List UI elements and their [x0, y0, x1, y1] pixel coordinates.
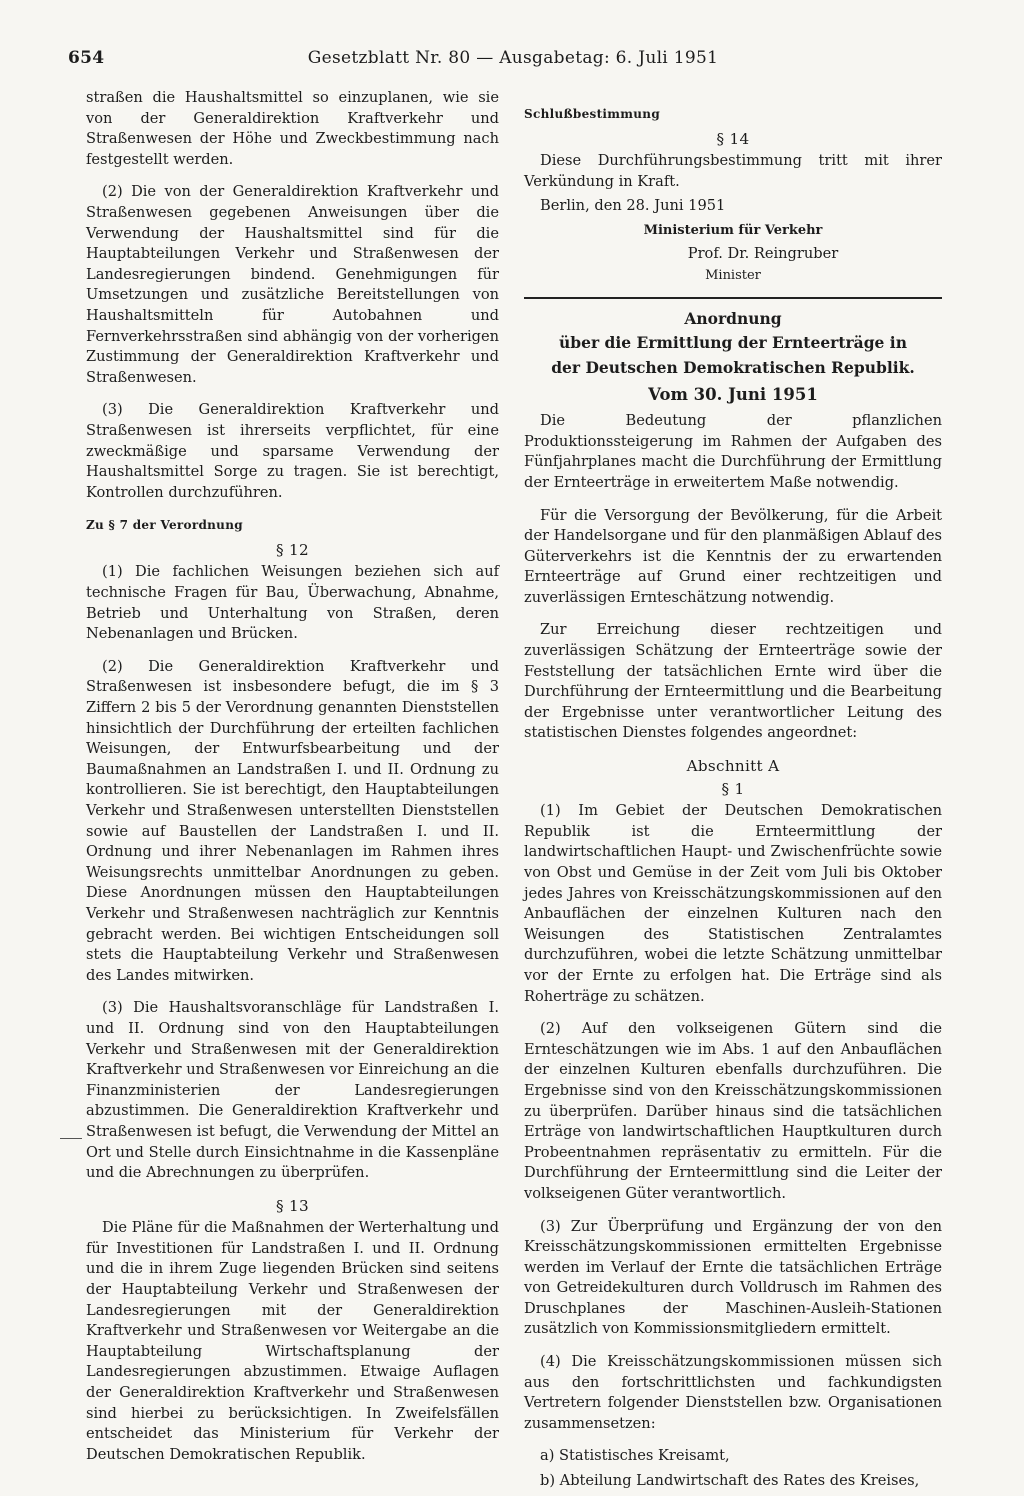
intro-paragraph-1: Die Bedeutung der pflanzlichen Produktionssteigerung im Rahmen der Aufgaben des Fünfjahrplanes macht die Durchführung der Ermittlung der Ernteerträge in erweitertem Maße notwendig.	[524, 412, 942, 491]
section-12-paragraph-1: (1) Die fachlichen Weisungen beziehen sich auf technische Fragen für Bau, Überwachung, Abnahme, Betrieb und Unterhaltung von Straßen, deren Nebenanlagen und Brücken.	[86, 563, 499, 643]
section-14-title: § 14	[716, 129, 750, 148]
margin-mark	[60, 1138, 82, 1139]
right-column	[524, 104, 942, 1496]
ordinance-date: Vom 30. Juni 1951	[648, 384, 818, 404]
intro-paragraph-3: Zur Erreichung dieser rechtzeitigen und zuverlässigen Schätzung der Ernteerträge sowie der Feststellung der tatsächlichen Ernte wird über die Durchführung der Ernteermittlung und die Bearbeitung der Ergebnisse unter verantwortlicher Leitung des statistischen Dienstes folgendes angeordnet:	[524, 621, 942, 742]
ministry-name: Ministerium für Verkehr	[643, 222, 823, 238]
signer-role: Minister	[705, 268, 761, 284]
section-subheading: Zu § 7 der Verordnung	[86, 518, 243, 533]
part-a-heading: Abschnitt A	[686, 757, 780, 776]
ordinance-title-line-1: Anordnung	[684, 308, 782, 328]
page-header	[68, 48, 958, 74]
section-1-paragraph-3: (3) Zur Überprüfung und Ergänzung der von den Kreisschätzungskommissionen ermittelten Ergebnisse werden im Verlauf der Ernte die tatsächlichen Erträge von Getreidekulturen durch Volldrusch im Rahmen des Druschplanes der Maschinen-Ausleih-Stationen zusätzlich von Kommissionsmitgliedern ermittelt.	[524, 1217, 942, 1338]
section-12-paragraph-3: (3) Die Haushaltsvoranschläge für Landstraßen I. und II. Ordnung sind von den Hauptabteilungen Verkehr und Straßenwesen mit der Generaldirektion Kraftverkehr und Straßenwesen vor Einreichung an die Finanzministerien der Landesregierungen abzustimmen. Die Generaldirektion Kraftverkehr und Straßenwesen ist befugt, die Verwendung der Mittel an Ort und Stelle durch Einsichtnahme in die Kassenpläne und die Abrechnungen zu überprüfen.	[86, 999, 499, 1182]
list-item-b: b) Abteilung Landwirtschaft des Rates des Kreises,	[540, 1472, 920, 1490]
section-1-title: § 1	[721, 779, 745, 798]
final-provision-heading: Schlußbestimmung	[524, 107, 661, 121]
section-13-title: § 13	[276, 1196, 309, 1215]
page-number: 654	[68, 48, 105, 68]
section-1-paragraph-4: (4) Die Kreisschätzungskommissionen müssen sich aus den fortschrittlichsten und fachkundigsten Vertretern folgender Dienststellen bzw. Organisationen zusammensetzen:	[524, 1353, 942, 1432]
section-divider	[524, 297, 942, 299]
section-12-paragraph-2: (2) Die Generaldirektion Kraftverkehr und Straßenwesen ist insbesondere befugt, die im § 3 Ziffern 2 bis 5 der Verordnung genannten Dienststellen hinsichtlich der Durchführung der erteilten fachlichen Weisungen, der Entwurfsbearbeitung und der Baumaßnahmen an Landstraßen I. und II. Ordnung zu kontrollieren. Sie ist berechtigt, den Hauptabteilungen Verkehr und Straßenwesen unterstellten Dienststellen sowie auf Baustellen der Landstraßen I. und II. Ordnung und ihrer Nebenanlagen im Rahmen ihres Weisungsrechts unmittelbar Anordnungen zu geben. Diese Anordnungen müssen den Hauptabteilungen Verkehr und Straßenwesen nachträglich zur Kenntnis gebracht werden. Bei wichtigen Entscheidungen soll stets die Hauptabteilung Verkehr und Straßenwesen des Landes mitwirken.	[86, 657, 499, 984]
signer-name: Prof. Dr. Reingruber	[687, 244, 839, 262]
section-13-paragraph: Die Pläne für die Maßnahmen der Werterhaltung und für Investitionen für Landstraßen I. und II. Ordnung und die in ihrem Zuge liegenden Brücken sind seitens der Hauptabteilung Verkehr und Straßenwesen der Landesregierungen mit der Generaldirektion Kraftverkehr und Straßenwesen vor Weitergabe an die Hauptabteilung Wirtschaftsplanung der Landesregierungen abzustimmen. Etwaige Auflagen der Generaldirektion Kraftverkehr und Straßenwesen sind hierbei zu berücksichtigen. In Zweifelsfällen entscheidet das Ministerium für Verkehr der Deutschen Demokratischen Republik.	[86, 1219, 499, 1463]
section-1-paragraph-2: (2) Auf den volkseigenen Gütern sind die Ernteschätzungen wie im Abs. 1 auf den Anbauflächen der einzelnen Kulturen ebenfalls durchzuführen. Die Ergebnisse sind von den Kreisschätzungskommissionen zu überprüfen. Darüber hinaus sind die tatsächlichen Erträge von landwirtschaftlichen Hauptkulturen durch Probeentnahmen repräsentativ zu ermitteln. Für die Durchführung der Ernteermittlung sind die Leiter der volkseigenen Güter verantwortlich.	[524, 1020, 942, 1202]
paragraph-3: (3) Die Generaldirektion Kraftverkehr und Straßenwesen ist ihrerseits verpflichtet, für eine zweckmäßige und sparsame Verwendung der Haushaltsmittel Sorge zu tragen. Sie ist berechtigt, Kontrollen durchzuführen.	[86, 401, 499, 501]
date-line: Berlin, den 28. Juni 1951	[540, 197, 726, 215]
section-12-title: § 12	[276, 540, 309, 559]
continued-paragraph: straßen die Haushaltsmittel so einzuplanen, wie sie von der Generaldirektion Kraftverkehr und Straßenwesen der Höhe und Zweckbestimmung nach festgestellt werden.	[86, 89, 499, 168]
gazette-title: Gesetzblatt Nr. 80 — Ausgabetag: 6. Juli 1951	[307, 48, 719, 68]
ordinance-title-line-2: über die Ermittlung der Ernteerträge in	[559, 333, 907, 353]
left-column	[86, 88, 499, 1477]
section-1-paragraph-1: (1) Im Gebiet der Deutschen Demokratischen Republik ist die Ernteermittlung der landwirtschaftlichen Haupt- und Zwischenfrüchte sowie von Obst und Gemüse in der Zeit vom Juli bis Oktober jedes Jahres von Kreisschätzungskommissionen auf den Anbauflächen der einzelnen Kulturen nach den Weisungen des Statistischen Zentralamtes durchzuführen, wobei die letzte Schätzung unmittelbar vor der Ernte zu erfolgen hat. Die Erträge sind als Roherträge zu schätzen.	[524, 802, 942, 1005]
intro-paragraph-2: Für die Versorgung der Bevölkerung, für die Arbeit der Handelsorgane und für den planmäßigen Ablauf des Güterverkehrs ist die Kenntnis der zu erwartenden Ernteerträge auf Grund einer rechtzeitigen und zuverlässigen Ernteschätzung notwendig.	[524, 506, 942, 606]
ordinance-title-line-3: der Deutschen Demokratischen Republik.	[551, 357, 915, 377]
paragraph-2: (2) Die von der Generaldirektion Kraftverkehr und Straßenwesen gegebenen Anweisungen über die Verwendung der Haushaltsmittel sind für die Hauptabteilungen Verkehr und Straßenwesen der Landesregierungen bindend. Genehmigungen für Umsetzungen und zusätzliche Bereitstellungen von Haushaltsmitteln für Autobahnen und Fernverkehrsstraßen sind abhängig von der vorherigen Zustimmung der Generaldirektion Kraftverkehr und Straßenwesen.	[86, 183, 499, 386]
list-item-a: a) Statistisches Kreisamt,	[540, 1447, 730, 1465]
section-14-paragraph: Diese Durchführungsbestimmung tritt mit ihrer Verkündung in Kraft.	[524, 152, 942, 190]
